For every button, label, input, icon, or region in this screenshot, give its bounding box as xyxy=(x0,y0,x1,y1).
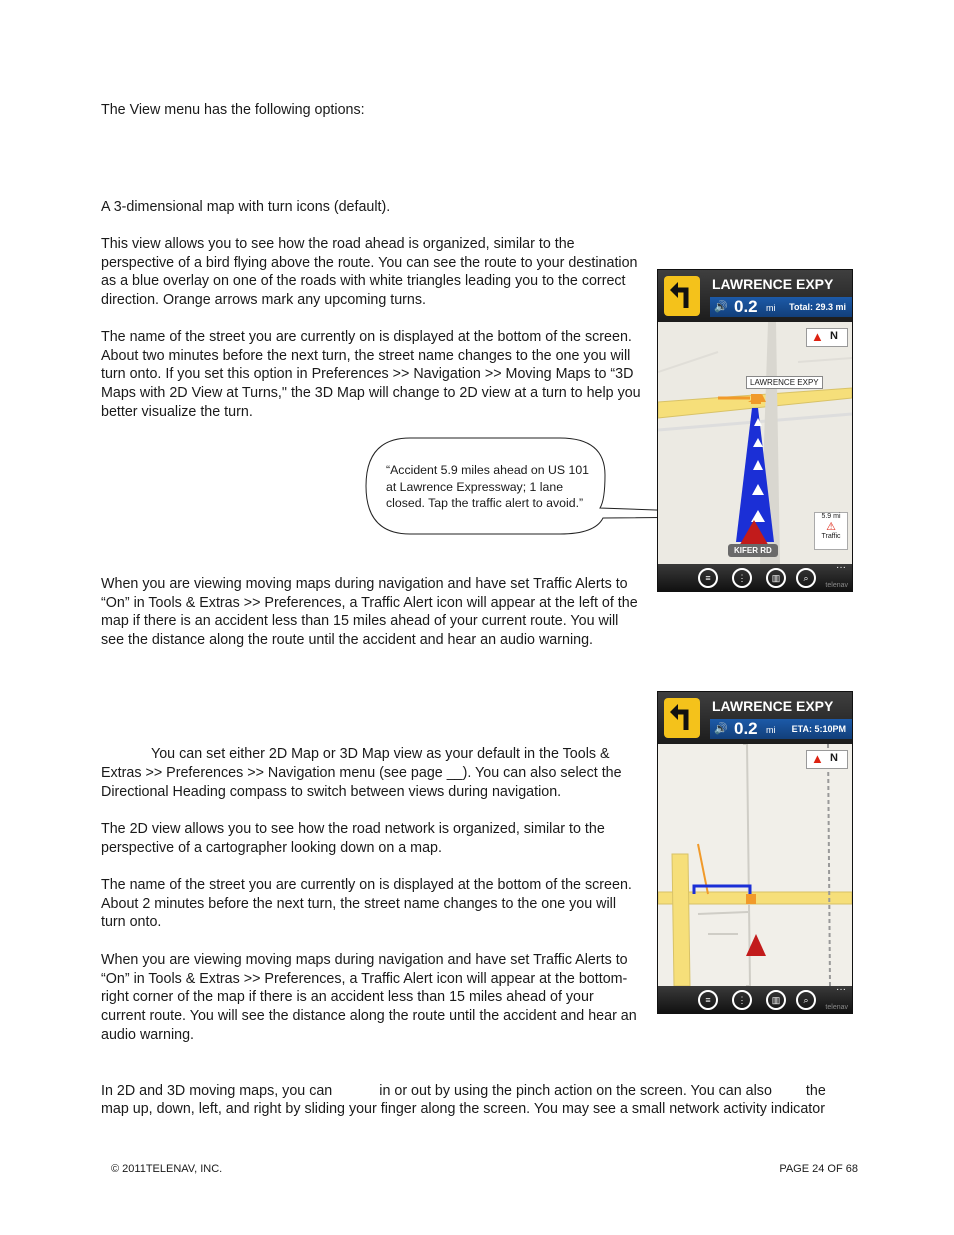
speaker-icon[interactable]: 🔊 xyxy=(714,301,728,313)
distance-unit: mi xyxy=(766,303,776,313)
current-street: KIFER RD xyxy=(728,544,778,557)
screenshot-2d-map xyxy=(657,691,853,1014)
list-icon[interactable]: ≡ xyxy=(698,990,718,1010)
traffic-alert[interactable] xyxy=(814,512,848,550)
view-2d-para-2: The 2D view allows you to see how the road network is organized, similar to the perspective of a cartographer looking down on a map. xyxy=(101,821,605,856)
view-3d-para-3: When you are viewing moving maps during navigation and have set Traffic Alerts to “On” in Tools & Extras >> Preferences, a Traffic Alert icon will appear at the left of the map if there is an accident less than 15 miles ahead of your current route. You will see the distance along the route until the accident and hear an audio warning. xyxy=(101,576,638,649)
view-3d-para-2: The name of the street you are currently on is displayed at the bottom of the screen. About two minutes before the next turn, the street name changes to the one you will turn onto. If you set this option in Preferences >> Navigation >> Moving Maps to “3D Maps with 2D View at Turns," the 3D Map will change to 2D view at a turn to help you better visualize the turn. xyxy=(101,329,641,420)
road-label: LAWRENCE EXPY xyxy=(746,376,823,389)
menu-icon[interactable]: ⋮ xyxy=(732,568,752,588)
alert-distance: 5.9 mi xyxy=(821,513,841,520)
map-icon[interactable]: ▥ xyxy=(766,990,786,1010)
zoom-text-b: in or out by using the pinch action on the screen. You can also xyxy=(379,1083,772,1099)
zoom-text-a: In 2D and 3D moving maps, you can xyxy=(101,1083,333,1099)
warning-icon: ⚠ xyxy=(826,521,836,533)
intro-text: The View menu has the following options: xyxy=(101,102,365,118)
nav-header xyxy=(658,270,852,322)
map-2d-graphic xyxy=(658,744,852,986)
view-3d-para-1: This view allows you to see how the road ahead is organized, similar to the perspective of a bird flying above the route. You can see the route to your destination as a blue overlay on one of the roads with white triangles leading you to the correct direction. Orange arrows mark any upcoming turns. xyxy=(101,236,638,309)
view-3d-lead: A 3-dimensional map with turn icons (default). xyxy=(101,199,391,215)
zoom-text-c: the xyxy=(805,1083,826,1099)
map-icon[interactable]: ▥ xyxy=(766,568,786,588)
eta-value: ETA: 5:10PM xyxy=(791,724,846,734)
turn-left-icon xyxy=(664,276,700,316)
footer-page-number: PAGE 24 OF 68 xyxy=(779,1163,858,1175)
map-3d[interactable] xyxy=(658,322,852,564)
view-2d-para-3: The name of the street you are currently on is displayed at the bottom of the screen. About 2 minutes before the next turn, the street name changes to the one you will turn onto. xyxy=(101,877,632,931)
nav-header-2d xyxy=(658,692,852,744)
north-arrow-icon-2d: ▲ xyxy=(811,751,824,766)
map-2d[interactable] xyxy=(658,744,852,986)
speaker-icon-2d[interactable]: 🔊 xyxy=(714,723,728,735)
distance-value: 0.2 xyxy=(734,297,758,316)
compass-toggle[interactable]: ▲ N xyxy=(806,328,848,347)
view-2d-para-1a: You can set either 2D Map or 3D Map view as your default in the Tools & xyxy=(151,746,610,762)
next-street: LAWRENCE EXPY xyxy=(712,276,834,292)
zoom-pan-line-1 xyxy=(101,1082,861,1101)
zoom-pan-line-2: map up, down, left, and right by sliding your finger along the screen. You may see a small network activity indicator xyxy=(101,1101,825,1117)
screenshot-3d-map xyxy=(657,269,853,592)
footer-copyright: © 2011TELENAV, INC. xyxy=(111,1163,223,1175)
alert-label: Traffic xyxy=(821,533,841,540)
bottom-toolbar-2d xyxy=(658,986,852,1013)
turn-left-icon-2d xyxy=(664,698,700,738)
next-street-2d: LAWRENCE EXPY xyxy=(712,698,834,714)
bottom-toolbar xyxy=(658,564,852,591)
list-icon[interactable]: ≡ xyxy=(698,568,718,588)
distance-bar xyxy=(710,297,852,317)
compass-toggle-2d[interactable]: ▲ N xyxy=(806,750,848,769)
north-arrow-icon: ▲ xyxy=(811,329,824,344)
menu-icon[interactable]: ⋮ xyxy=(732,990,752,1010)
callout-text: “Accident 5.9 miles ahead on US 101 at Lawrence Expressway; 1 lane closed. Tap the traffic alert to avoid.” xyxy=(386,463,590,510)
search-icon[interactable]: ⌕ xyxy=(796,568,816,588)
distance-bar-2d xyxy=(710,719,852,739)
more-icon[interactable]: ··· xyxy=(836,984,846,995)
distance-value-2d: 0.2 xyxy=(734,719,758,738)
view-2d-para-1b: Extras >> Preferences >> Navigation menu (see page __). You can also select the Directional Heading compass to switch between views during navigation. xyxy=(101,765,622,800)
brand-logo: telenav xyxy=(825,1004,848,1011)
distance-unit-2d: mi xyxy=(766,725,776,735)
view-2d-para-4: When you are viewing moving maps during navigation and have set Traffic Alerts to “On” in Tools & Extras >> Preferences, a Traffic Alert icon will appear at the bottom-right corner of the map if there is an accident less than 15 miles ahead of your current route. You will see the distance along the route until the accident and hear an audio warning. xyxy=(101,952,637,1043)
more-icon[interactable]: ··· xyxy=(836,562,846,573)
brand-logo: telenav xyxy=(825,582,848,589)
search-icon[interactable]: ⌕ xyxy=(796,990,816,1010)
total-distance: Total: 29.3 mi xyxy=(789,302,846,312)
